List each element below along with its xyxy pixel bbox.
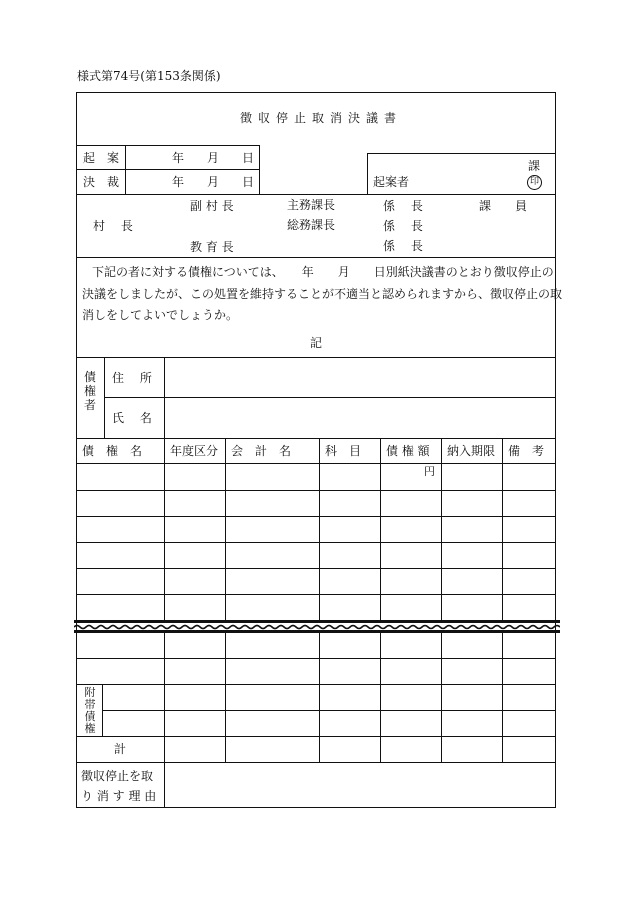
kakaricho-2: 係 長 xyxy=(383,219,423,233)
break-line xyxy=(74,620,560,623)
seal-icon: 印 xyxy=(527,175,542,190)
rule xyxy=(441,633,442,762)
rule xyxy=(319,438,320,620)
reason-label-2: り 消 す 理 由 xyxy=(81,789,157,803)
rule xyxy=(319,633,320,762)
rule xyxy=(76,658,556,659)
rule xyxy=(259,145,260,194)
rule xyxy=(502,633,503,762)
rule xyxy=(76,194,556,195)
total-label: 計 xyxy=(114,742,127,756)
rule xyxy=(76,169,260,170)
kessai-month: 月 xyxy=(207,175,220,189)
rule xyxy=(76,490,556,491)
document-title: 徴収停止取消決議書 xyxy=(240,111,403,125)
rule xyxy=(164,438,165,620)
header-biko: 備 考 xyxy=(508,444,545,458)
kain: 課 員 xyxy=(479,199,528,213)
break-line xyxy=(74,630,560,633)
yen-unit: 円 xyxy=(424,465,435,478)
rule xyxy=(125,145,126,194)
rule xyxy=(76,684,556,685)
header-saiken-mei: 債 権 名 xyxy=(82,444,143,458)
rule xyxy=(76,594,556,595)
form-number: 様式第74号(第153条関係) xyxy=(77,69,221,83)
kian-label: 起 案 xyxy=(83,151,120,165)
kakaricho-1: 係 長 xyxy=(383,199,423,213)
rule xyxy=(164,762,165,808)
fuku-soncho: 副 村 長 xyxy=(190,199,234,213)
body-line-2: 決議をしましたが、この処置を維持することが不適当と認められますから、徴収停止の取 xyxy=(82,287,563,301)
rule xyxy=(441,438,442,620)
kessai-label: 決 裁 xyxy=(83,175,120,189)
kessai-year: 年 xyxy=(172,175,185,189)
kessai-day: 日 xyxy=(242,175,255,189)
body-line-3: 消しをしてよいでしょうか。 xyxy=(82,308,239,322)
rule xyxy=(225,633,226,762)
ka-label: 課 xyxy=(528,159,541,173)
rule xyxy=(76,463,556,464)
rule xyxy=(76,762,556,763)
rule xyxy=(164,633,165,762)
rule xyxy=(76,438,556,439)
soncho: 村 長 xyxy=(93,219,133,233)
kyoikucho: 教 育 長 xyxy=(190,240,234,254)
rule xyxy=(105,397,556,398)
shumu-kacho: 主務課長 xyxy=(287,198,336,212)
rule xyxy=(367,153,368,194)
kianasha-label: 起案者 xyxy=(373,175,410,189)
kian-month: 月 xyxy=(207,151,220,165)
header-nendo-kubun: 年度区分 xyxy=(170,444,219,458)
rule xyxy=(502,438,503,620)
header-kaikei-mei: 会 計 名 xyxy=(231,444,292,458)
rule xyxy=(380,438,381,620)
rule xyxy=(367,153,556,154)
rule xyxy=(76,542,556,543)
body-line-1: 下記の者に対する債権については、 年 月 日別紙決議書のとおり徴収停止の xyxy=(92,265,554,279)
header-nonyu-kigen: 納入期限 xyxy=(447,444,496,458)
header-saiken-gaku: 債 権 額 xyxy=(386,444,430,458)
rule xyxy=(225,438,226,620)
rule xyxy=(102,710,556,711)
rule xyxy=(380,633,381,762)
header-kamoku: 科 目 xyxy=(325,444,362,458)
rule xyxy=(102,684,103,736)
reason-label-1: 徴収停止を取 xyxy=(81,769,154,783)
rule xyxy=(76,257,556,258)
rule xyxy=(76,145,260,146)
rule xyxy=(164,357,165,438)
kian-day: 日 xyxy=(242,151,255,165)
name-label: 氏 名 xyxy=(112,411,152,425)
rule xyxy=(76,516,556,517)
ki-label: 記 xyxy=(310,336,323,350)
rule xyxy=(76,357,556,358)
address-label: 住 所 xyxy=(112,371,152,385)
kian-year: 年 xyxy=(172,151,185,165)
somu-kacho: 総務課長 xyxy=(287,218,336,232)
rule xyxy=(76,568,556,569)
futai-saiken-label: 附帯債権 xyxy=(84,686,96,735)
rule xyxy=(76,736,556,737)
debtor-label: 債権者 xyxy=(83,370,96,412)
rule xyxy=(104,357,105,438)
kakaricho-3: 係 長 xyxy=(383,239,423,253)
